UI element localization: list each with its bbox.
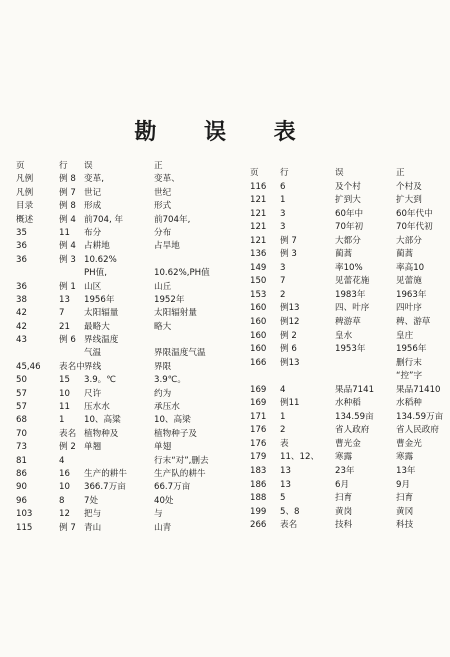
correction-cell: 曹金光	[396, 438, 422, 449]
table-row	[16, 200, 234, 213]
line-cell: 例 2	[59, 442, 76, 453]
correction-cell: 蔺蒿	[396, 249, 414, 260]
error-cell: 界线	[84, 361, 102, 372]
error-cell: 23年	[335, 466, 355, 477]
line-cell: 6	[280, 181, 286, 192]
errata-table-right	[250, 167, 446, 533]
line-cell: 2	[280, 289, 286, 300]
error-cell: 形成	[84, 201, 102, 212]
line-cell: 8	[59, 495, 65, 506]
line-cell: 例13	[280, 303, 300, 314]
table-row	[16, 281, 234, 294]
page-cell: 103	[16, 509, 33, 520]
page-cell: 149	[250, 262, 267, 273]
line-cell: 16	[59, 468, 70, 479]
correction-cell: 1956年	[396, 344, 427, 355]
correction-cell: 承压水	[154, 402, 180, 413]
correction-cell: 单翅	[154, 442, 172, 453]
table-row	[250, 438, 446, 452]
correction-cell: 界限温度气温	[154, 348, 206, 359]
page-cell: 169	[250, 398, 267, 409]
correction-cell: 水稻种	[396, 398, 422, 409]
line-cell: 3	[280, 222, 286, 233]
error-cell: 扫育	[335, 493, 353, 504]
error-cell: 青山	[84, 522, 102, 533]
page-cell: 73	[16, 442, 27, 453]
error-cell: 技科	[335, 520, 353, 531]
table-row	[250, 519, 446, 533]
error-cell: 水种稻	[335, 398, 361, 409]
line-cell: 例 3	[59, 254, 76, 265]
error-cell: 省人政府	[335, 425, 370, 436]
correction-cell: 1952年	[154, 294, 185, 305]
table-row	[250, 181, 446, 195]
table-row	[250, 208, 446, 222]
table-row	[250, 262, 446, 276]
error-cell: 10.62%	[84, 254, 117, 265]
table-row	[250, 424, 446, 438]
correction-cell: 行末“对”,删去	[154, 455, 209, 466]
table-row	[16, 414, 234, 427]
line-cell: 3	[280, 208, 286, 219]
table-header	[250, 167, 446, 181]
correction-cell: 省人民政府	[396, 425, 439, 436]
page-cell: 160	[250, 303, 267, 314]
page-cell: 70	[16, 428, 27, 439]
table-row	[16, 441, 234, 454]
correction-cell: 9月	[396, 479, 411, 490]
line-cell: 表名	[280, 520, 298, 531]
error-cell: 曹光金	[335, 438, 361, 449]
correction-cell: 大部分	[396, 235, 422, 246]
error-cell: 134.59亩	[335, 411, 374, 422]
correction-cell: 率高10	[396, 262, 425, 273]
correction-cell: 前704年,	[154, 214, 191, 225]
table-row	[250, 194, 446, 208]
table-row	[16, 522, 234, 535]
error-cell: 尺许	[84, 388, 102, 399]
correction-cell: 扩大到	[396, 195, 422, 206]
correction-cell: 科技	[396, 520, 414, 531]
error-cell: 扩到大	[335, 195, 361, 206]
header-cell: 行	[59, 161, 69, 171]
error-cell: 黄岗	[335, 506, 353, 517]
page-cell: 176	[250, 425, 267, 436]
page-cell: 45,46	[16, 361, 41, 372]
table-row	[16, 334, 234, 347]
header-cell: 页	[250, 168, 260, 178]
error-cell: 四、叶序	[335, 303, 370, 314]
table-row	[16, 508, 234, 521]
page-cell: 160	[250, 317, 267, 328]
table-row	[16, 187, 234, 200]
error-cell: 70年初	[335, 222, 364, 233]
table-row	[250, 492, 446, 506]
table-row	[250, 302, 446, 316]
error-cell: 7处	[84, 495, 99, 506]
line-cell: 5、8	[280, 506, 300, 517]
line-cell: 例12	[280, 317, 300, 328]
correction-cell: 世纪	[154, 187, 172, 198]
correction-cell: 黄冈	[396, 506, 414, 517]
error-cell: 界线温度	[84, 335, 119, 346]
header-cell: 正	[396, 168, 406, 178]
line-cell: 例 8	[59, 201, 76, 212]
line-cell: 4	[280, 384, 286, 395]
correction-cell: 13年	[396, 466, 416, 477]
line-cell: 10	[59, 388, 70, 399]
page-cell: 188	[250, 493, 267, 504]
page-cell: 81	[16, 455, 27, 466]
header-cell: 误	[335, 168, 345, 178]
line-cell: 7	[280, 276, 286, 287]
table-row	[250, 221, 446, 235]
correction-cell: 60年代中	[396, 208, 433, 219]
table-row	[16, 374, 234, 387]
correction-cell: 四叶序	[396, 303, 422, 314]
correction-cell: 山青	[154, 522, 172, 533]
page-cell: 目录	[16, 201, 34, 212]
page-cell: 36	[16, 254, 27, 265]
correction-cell: 寒露	[396, 452, 414, 463]
page-cell: 136	[250, 249, 267, 260]
error-cell: 10、高粱	[84, 415, 121, 426]
page-cell: 176	[250, 438, 267, 449]
error-cell: 植物种及	[84, 428, 119, 439]
table-row	[16, 214, 234, 227]
correction-cell: 变革、	[154, 174, 180, 185]
error-cell: 寒露	[335, 452, 353, 463]
table-row	[16, 468, 234, 481]
page-cell: 42	[16, 321, 27, 332]
table-row	[16, 495, 234, 508]
error-cell: 太阳辐量	[84, 308, 119, 319]
correction-cell: 10.62%,PH值	[154, 268, 210, 279]
line-cell: 15	[59, 375, 70, 386]
table-row	[250, 289, 446, 303]
line-cell: 例13	[280, 357, 300, 368]
error-cell: 果品7141	[335, 384, 375, 395]
error-cell: 压水水	[84, 402, 110, 413]
line-cell: 例 1	[59, 281, 76, 292]
table-row	[16, 254, 234, 267]
correction-cell: 太阳辐射量	[154, 308, 197, 319]
correction-cell: 皇庄	[396, 330, 414, 341]
page-cell: 86	[16, 468, 27, 479]
page-cell: 96	[16, 495, 27, 506]
line-cell: 11、12、	[280, 452, 320, 463]
page-cell: 171	[250, 411, 267, 422]
page-cell: 160	[250, 344, 267, 355]
page-cell: 166	[250, 357, 267, 368]
page-cell: 121	[250, 235, 267, 246]
line-cell: 例 4	[59, 214, 76, 225]
line-cell: 例 7	[59, 187, 76, 198]
table-row	[250, 397, 446, 411]
table-row	[250, 479, 446, 493]
page-cell: 121	[250, 208, 267, 219]
header-cell: 正	[154, 161, 164, 171]
page-cell: 概述	[16, 214, 34, 225]
line-cell: 13	[280, 466, 291, 477]
table-row	[250, 275, 446, 289]
error-cell: 单翘	[84, 442, 102, 453]
table-row	[16, 361, 234, 374]
error-cell: 皇水	[335, 330, 353, 341]
table-row	[250, 451, 446, 465]
line-cell: 例 2	[280, 330, 297, 341]
table-row	[16, 294, 234, 307]
error-cell: 最略大	[84, 321, 110, 332]
page-cell: 35	[16, 227, 27, 238]
line-cell: 3	[280, 262, 286, 273]
table-row	[16, 455, 234, 468]
line-cell: 11	[59, 402, 70, 413]
error-cell: 气温	[84, 348, 102, 359]
page-cell: 266	[250, 520, 267, 531]
table-row	[250, 343, 446, 357]
correction-cell: 形式	[154, 201, 172, 212]
line-cell: 12	[59, 509, 70, 520]
page-cell: 121	[250, 195, 267, 206]
header-cell: 页	[16, 161, 26, 171]
error-cell: 1983年	[335, 289, 366, 300]
table-row	[16, 347, 234, 360]
page-cell: 36	[16, 281, 27, 292]
correction-cell: 66.7万亩	[154, 482, 191, 493]
table-row	[16, 173, 234, 186]
error-cell: 把与	[84, 509, 102, 520]
page-cell: 凡例	[16, 187, 34, 198]
table-row	[16, 240, 234, 253]
line-cell: 4	[59, 455, 65, 466]
page-cell: 179	[250, 452, 267, 463]
correction-cell: 40处	[154, 495, 174, 506]
table-row	[250, 248, 446, 262]
error-cell: PH值,	[84, 268, 107, 279]
page-cell: 凡例	[16, 174, 34, 185]
line-cell: 表名	[59, 428, 77, 439]
page-cell: 57	[16, 388, 27, 399]
header-cell: 误	[84, 161, 94, 171]
page-cell: 186	[250, 479, 267, 490]
table-row	[250, 506, 446, 520]
table-row	[16, 388, 234, 401]
error-cell: 蔺蒿	[335, 249, 353, 260]
correction-cell: 10、高梁	[154, 415, 191, 426]
errata-table-left	[16, 160, 234, 535]
line-cell: 例 7	[280, 235, 297, 246]
line-cell: 5	[280, 493, 286, 504]
page-cell: 183	[250, 466, 267, 477]
table-header	[16, 160, 234, 173]
line-cell: 13	[280, 479, 291, 490]
table-row	[250, 330, 446, 344]
page-cell: 116	[250, 181, 267, 192]
page-cell: 68	[16, 415, 27, 426]
page-cell: 150	[250, 276, 267, 287]
line-cell: 1	[280, 411, 286, 422]
line-cell: 10	[59, 482, 70, 493]
line-cell: 7	[59, 308, 65, 319]
error-cell: 生产的耕牛	[84, 468, 127, 479]
error-cell: 1953年	[335, 344, 366, 355]
table-row	[250, 316, 446, 330]
correction-cell: “控”字	[396, 371, 423, 382]
page-cell: 43	[16, 335, 27, 346]
table-row	[16, 227, 234, 240]
page-cell: 57	[16, 402, 27, 413]
correction-cell: 与	[154, 509, 163, 520]
correction-cell: 1963年	[396, 289, 427, 300]
error-cell: 世记	[84, 187, 102, 198]
correction-cell: 生产队的耕牛	[154, 468, 206, 479]
table-row	[16, 307, 234, 320]
page-cell: 50	[16, 375, 27, 386]
correction-cell: 山丘	[154, 281, 172, 292]
error-cell: 前704, 年	[84, 214, 124, 225]
error-cell: 占耕地	[84, 241, 110, 252]
correction-cell: 约为	[154, 388, 172, 399]
table-row	[16, 267, 234, 280]
line-cell: 2	[280, 425, 286, 436]
line-cell: 1	[280, 195, 286, 206]
correction-cell: 删行末	[396, 357, 422, 368]
page-cell: 169	[250, 384, 267, 395]
correction-cell: 扫育	[396, 493, 414, 504]
table-row	[250, 411, 446, 425]
table-row	[16, 321, 234, 334]
error-cell: 山区	[84, 281, 102, 292]
table-row	[16, 428, 234, 441]
line-cell: 例 7	[59, 522, 76, 533]
correction-cell: 见蕾施	[396, 276, 422, 287]
line-cell: 表	[280, 438, 289, 449]
error-cell: 大都分	[335, 235, 361, 246]
error-cell: 变革,	[84, 174, 104, 185]
error-cell: 率10%	[335, 262, 363, 273]
table-row	[250, 357, 446, 371]
header-cell: 行	[280, 168, 290, 178]
correction-cell: 分布	[154, 227, 172, 238]
correction-cell: 个村及	[396, 181, 422, 192]
table-row	[250, 465, 446, 479]
table-row	[250, 384, 446, 398]
line-cell: 例 6	[59, 335, 76, 346]
correction-cell: 稗、游草	[396, 317, 431, 328]
correction-cell: 界限	[154, 361, 172, 372]
line-cell: 例11	[280, 398, 300, 409]
error-cell: 见蕾花施	[335, 276, 370, 287]
table-row	[250, 235, 446, 249]
line-cell: 21	[59, 321, 70, 332]
correction-cell: 果品71410	[396, 384, 441, 395]
page-title: 勘 误 表	[134, 119, 316, 145]
line-cell: 例 3	[280, 249, 297, 260]
correction-cell: 略大	[154, 321, 172, 332]
table-row	[16, 401, 234, 414]
correction-cell: 3.9℃。	[154, 375, 186, 386]
error-cell: 366.7万亩	[84, 482, 126, 493]
correction-cell: 70年代初	[396, 222, 433, 233]
error-cell: 6月	[335, 479, 350, 490]
table-row	[16, 481, 234, 494]
table-row	[250, 370, 446, 384]
page-cell: 42	[16, 308, 27, 319]
line-cell: 表名中	[59, 361, 85, 372]
error-cell: 3.9。℃	[84, 375, 116, 386]
line-cell: 1	[59, 415, 65, 426]
page-cell: 36	[16, 241, 27, 252]
error-cell: 布分	[84, 227, 102, 238]
page-cell: 153	[250, 289, 267, 300]
error-cell: 60年中	[335, 208, 364, 219]
page-cell: 160	[250, 330, 267, 341]
line-cell: 例 8	[59, 174, 76, 185]
page-cell: 38	[16, 294, 27, 305]
correction-cell: 占旱地	[154, 241, 180, 252]
page-cell: 121	[250, 222, 267, 233]
line-cell: 例 6	[280, 344, 297, 355]
line-cell: 例 4	[59, 241, 76, 252]
error-cell: 稗游草	[335, 317, 361, 328]
line-cell: 11	[59, 227, 70, 238]
line-cell: 13	[59, 294, 70, 305]
page-cell: 90	[16, 482, 27, 493]
correction-cell: 植物种子及	[154, 428, 197, 439]
correction-cell: 134.59万亩	[396, 411, 444, 422]
page-cell: 115	[16, 522, 33, 533]
page-cell: 199	[250, 506, 267, 517]
error-cell: 及个村	[335, 181, 361, 192]
error-cell: 1956年	[84, 294, 115, 305]
